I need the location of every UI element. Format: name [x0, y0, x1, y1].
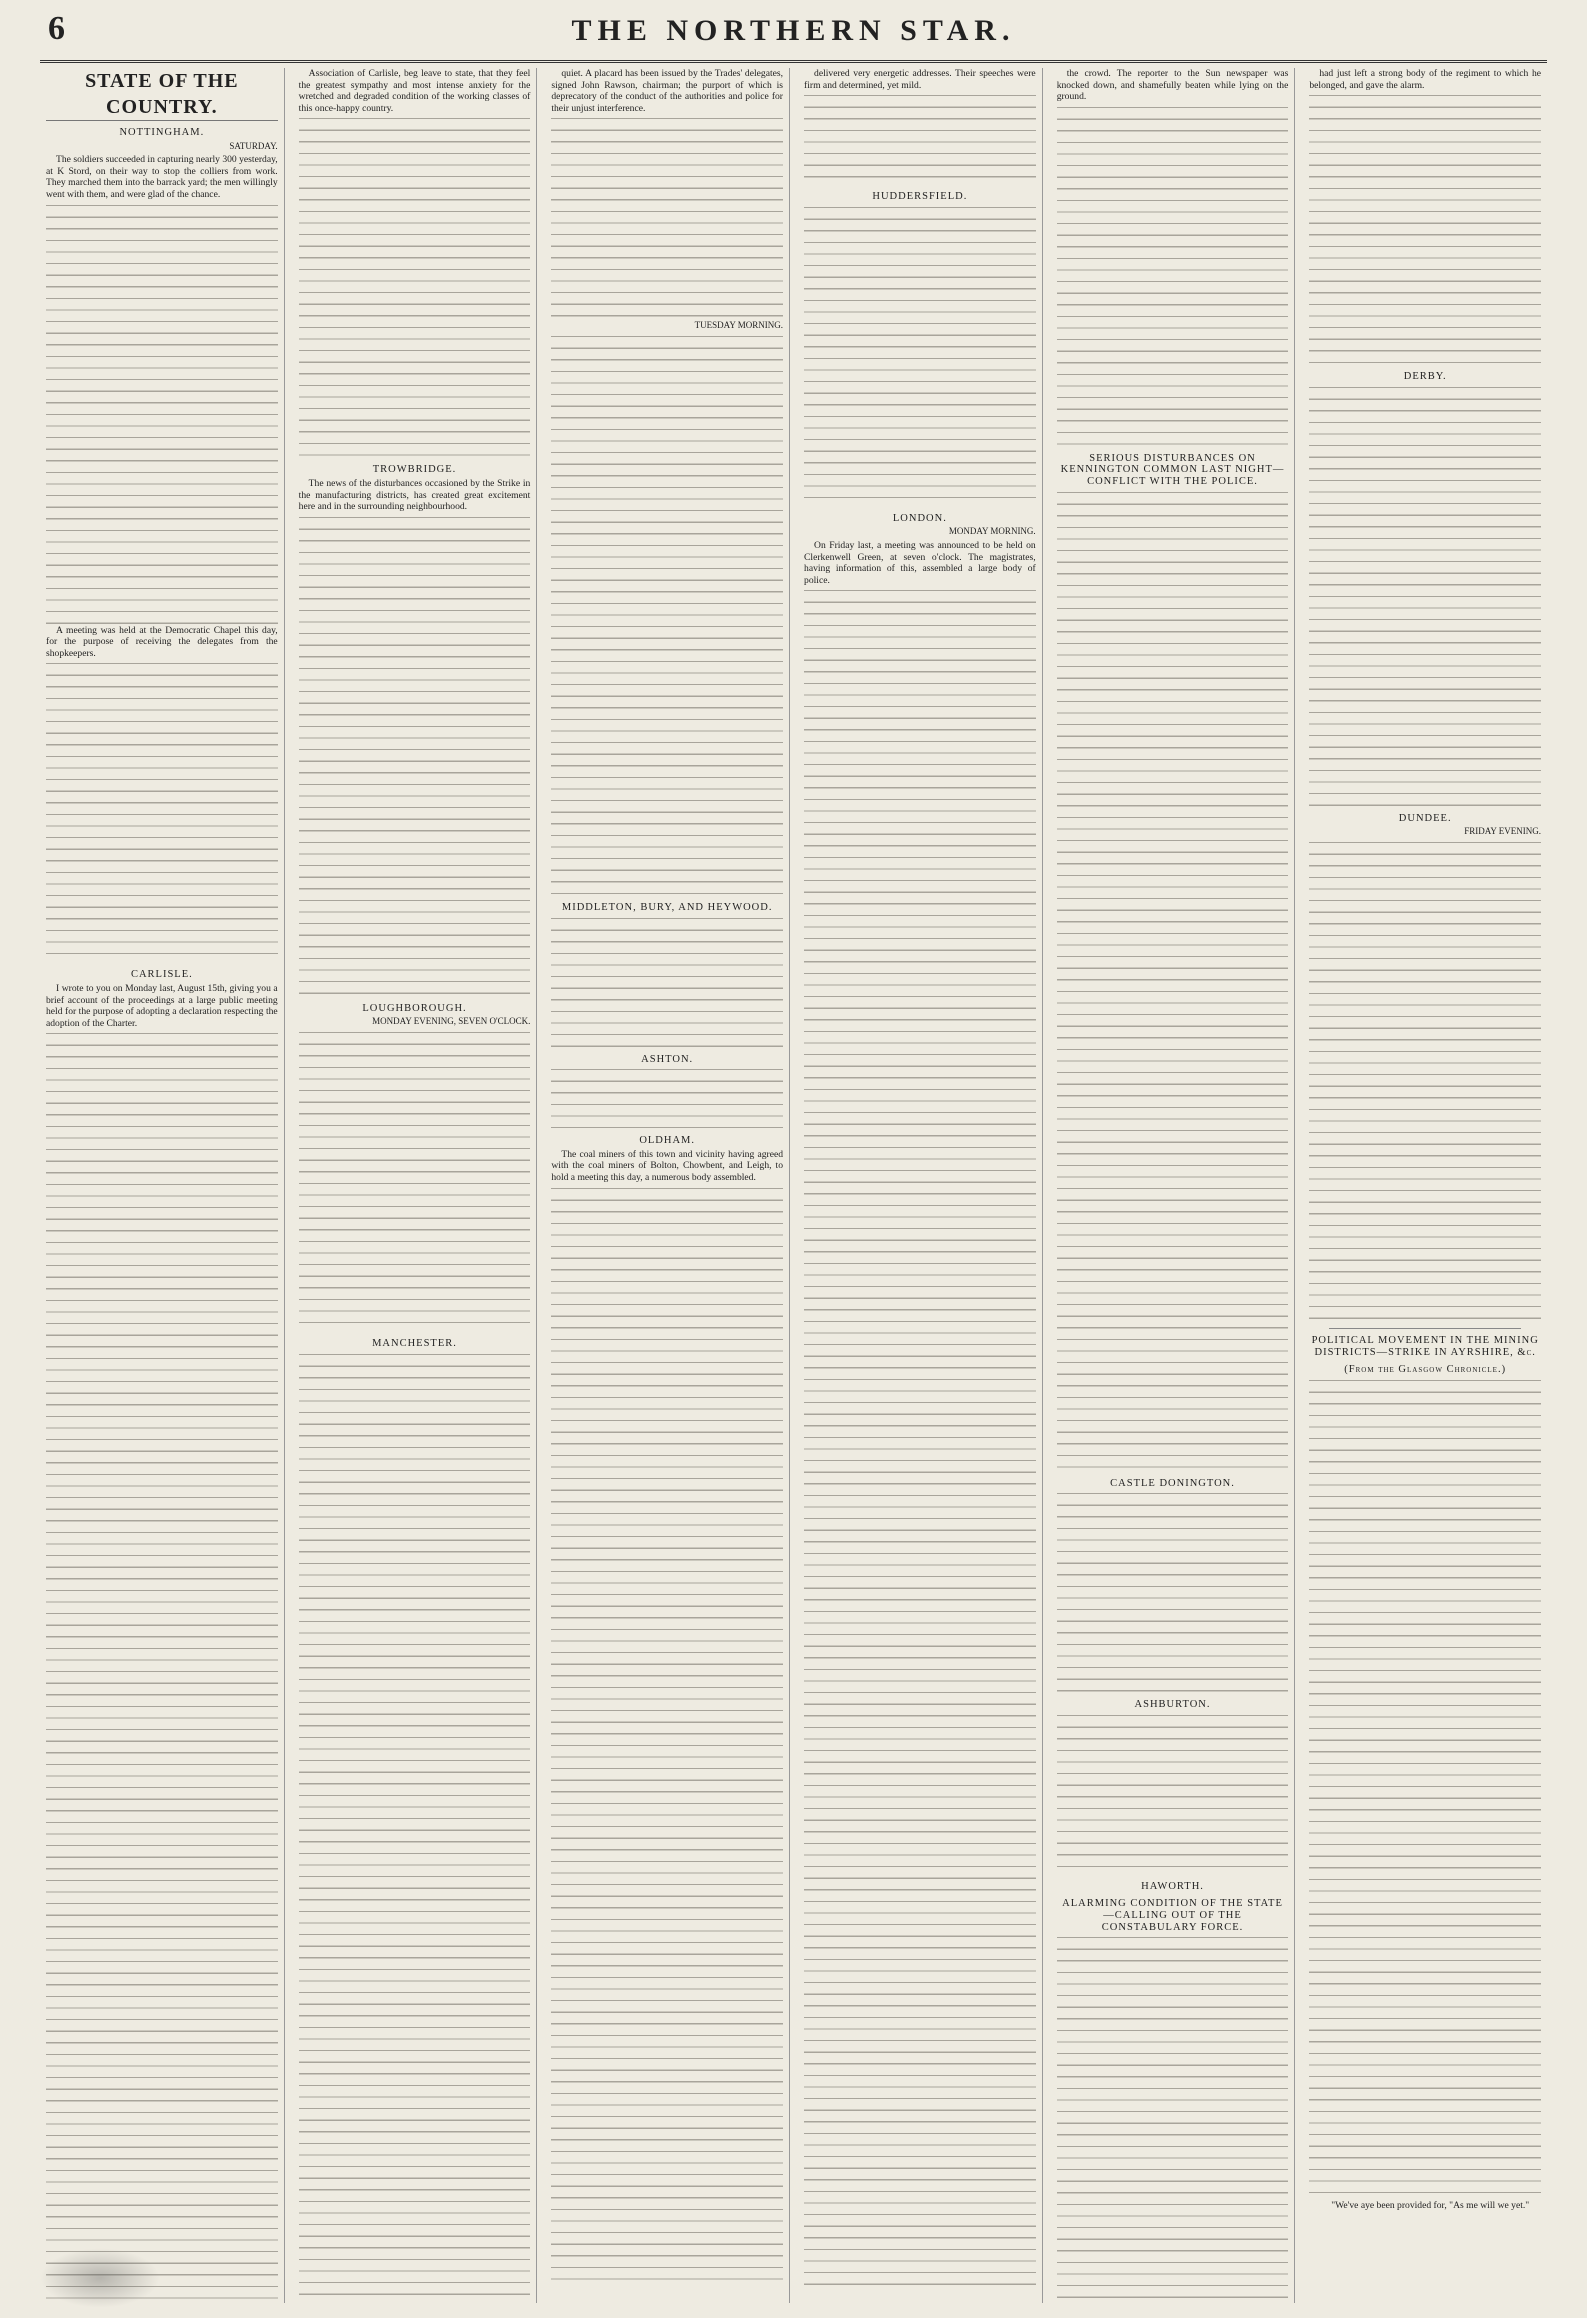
divider	[1329, 1328, 1521, 1329]
dateline: TUESDAY MORNING.	[694, 320, 784, 331]
article-paragraph: had just left a strong body of the regiment to which he belonged, and gave the alarm.	[1309, 68, 1542, 91]
body-text-block	[551, 1069, 783, 1129]
body-text-block	[551, 918, 783, 1048]
place-heading: LONDON.	[892, 512, 947, 524]
article-paragraph: I wrote to you on Monday last, August 15th, giving you a brief account of the proceedings at a large public meeting held for the purpose of adopting a declaration respecting the adoption of the Charter.	[46, 982, 278, 1029]
article-paragraph: The coal miners of this town and vicinity having agreed with the coal miners of Bolton, Chowbent, and Leigh, to hold a meeting this day, a numerous body assembled.	[551, 1148, 784, 1183]
closing-verse: "We've aye been provided for, "As me will we yet."	[1331, 2199, 1530, 2211]
place-heading: TROWBRIDGE.	[372, 464, 457, 476]
source-note: (From the Glasgow Chronicle.)	[1344, 1364, 1507, 1376]
body-text-block	[551, 336, 783, 896]
article-paragraph: A meeting was held at the Democratic Chapel this day, for the purpose of receiving the delegates from the shopkeepers.	[46, 624, 278, 659]
body-text-block	[46, 1033, 278, 2303]
column-1	[40, 68, 285, 2303]
body-text-block	[1309, 95, 1541, 365]
sub-heading: ALARMING CONDITION OF THE STATE—CALLING OUT OF THE CONSTABULARY FORCE.	[1062, 1898, 1283, 1933]
dateline: SATURDAY.	[229, 140, 278, 151]
body-text-block	[299, 118, 531, 458]
place-heading: CARLISLE.	[130, 969, 193, 981]
body-text-block	[804, 207, 1036, 507]
place-heading: DUNDEE.	[1398, 812, 1452, 824]
body-text-block	[299, 1032, 531, 1332]
column-6	[1303, 68, 1547, 2303]
sub-heading: POLITICAL MOVEMENT IN THE MINING DISTRICTS—STRIKE IN AYRSHIRE, &c.	[1311, 1334, 1539, 1358]
body-text-block	[1057, 1493, 1289, 1693]
dateline: FRIDAY EVENING.	[1464, 826, 1542, 837]
place-heading: HUDDERSFIELD.	[872, 191, 968, 203]
column-2	[293, 68, 538, 2303]
article-paragraph: delivered very energetic addresses. Their speeches were firm and determined, yet mild.	[804, 68, 1036, 91]
place-heading: LOUGHBOROUGH.	[362, 1002, 467, 1014]
place-heading: ASHTON.	[641, 1053, 694, 1065]
article-paragraph: The news of the disturbances occasioned by the Strike in the manufacturing districts, has created great excitement here and in the surrounding neighbourhood.	[298, 477, 531, 513]
body-text-block	[1309, 842, 1541, 1322]
article-columns	[40, 68, 1547, 2303]
place-heading: ASHBURTON.	[1134, 1699, 1211, 1711]
body-text-block	[804, 95, 1036, 185]
dateline: MONDAY EVENING, SEVEN O'CLOCK.	[372, 1016, 531, 1027]
ink-smudge	[40, 2248, 160, 2308]
body-text-block	[46, 663, 278, 963]
place-heading: NOTTINGHAM.	[119, 127, 205, 138]
body-text-block	[551, 1188, 783, 2288]
column-4	[798, 68, 1043, 2303]
place-heading: DERBY.	[1403, 371, 1447, 383]
body-text-block	[299, 1354, 531, 2303]
body-text-block	[46, 205, 278, 625]
body-text-block	[1309, 1380, 1541, 2200]
place-heading: MIDDLETON, BURY, AND HEYWOOD.	[561, 901, 773, 913]
column-3	[545, 68, 790, 2303]
sub-heading: SERIOUS DISTURBANCES ON KENNINGTON COMMON LAST NIGHT—CONFLICT WITH THE POLICE.	[1060, 452, 1285, 487]
article-paragraph: The soldiers succeeded in capturing nearly 300 yesterday, at K Stord, on their way to stop the colliers from work. They marched them into the barrack yard; the men willingly went with them, and were glad of the chance.	[46, 154, 278, 200]
place-heading: OLDHAM.	[639, 1135, 696, 1147]
body-text-block	[1057, 1937, 1289, 2303]
page-number: 6	[48, 10, 65, 47]
article-paragraph: the crowd. The reporter to the Sun newspaper was knocked down, and shamefully beaten while lying on the ground.	[1056, 68, 1289, 103]
article-paragraph: quiet. A placard has been issued by the Trades' delegates, signed John Rawson, chairman; the purport of which is deprecatory of the conduct of the authorities and police for their unjust interference.	[551, 68, 784, 114]
body-text-block	[804, 590, 1036, 2290]
section-heading: STATE OF THE COUNTRY.	[46, 68, 278, 121]
place-heading: CASTLE DONINGTON.	[1110, 1477, 1235, 1489]
body-text-block	[1057, 107, 1289, 447]
place-heading: MANCHESTER.	[372, 1337, 457, 1349]
body-text-block	[1057, 1715, 1289, 1875]
body-text-block	[1309, 387, 1541, 807]
article-paragraph: On Friday last, a meeting was announced to be held on Clerkenwell Green, at seven o'clock. The magistrates, having information of this, assembled a large body of police.	[804, 539, 1036, 586]
article-paragraph: Association of Carlisle, beg leave to state, that they feel the greatest sympathy and most intense anxiety for the wretched and degraded condition of the working classes of this once-happy country.	[298, 68, 531, 114]
body-text-block	[299, 517, 531, 997]
place-heading: HAWORTH.	[1141, 1880, 1204, 1892]
masthead	[40, 10, 1547, 63]
body-text-block	[551, 118, 783, 318]
newspaper-title: THE NORTHERN STAR.	[571, 14, 1016, 47]
dateline: MONDAY MORNING.	[948, 526, 1036, 537]
column-5	[1051, 68, 1296, 2303]
body-text-block	[1057, 492, 1289, 1472]
